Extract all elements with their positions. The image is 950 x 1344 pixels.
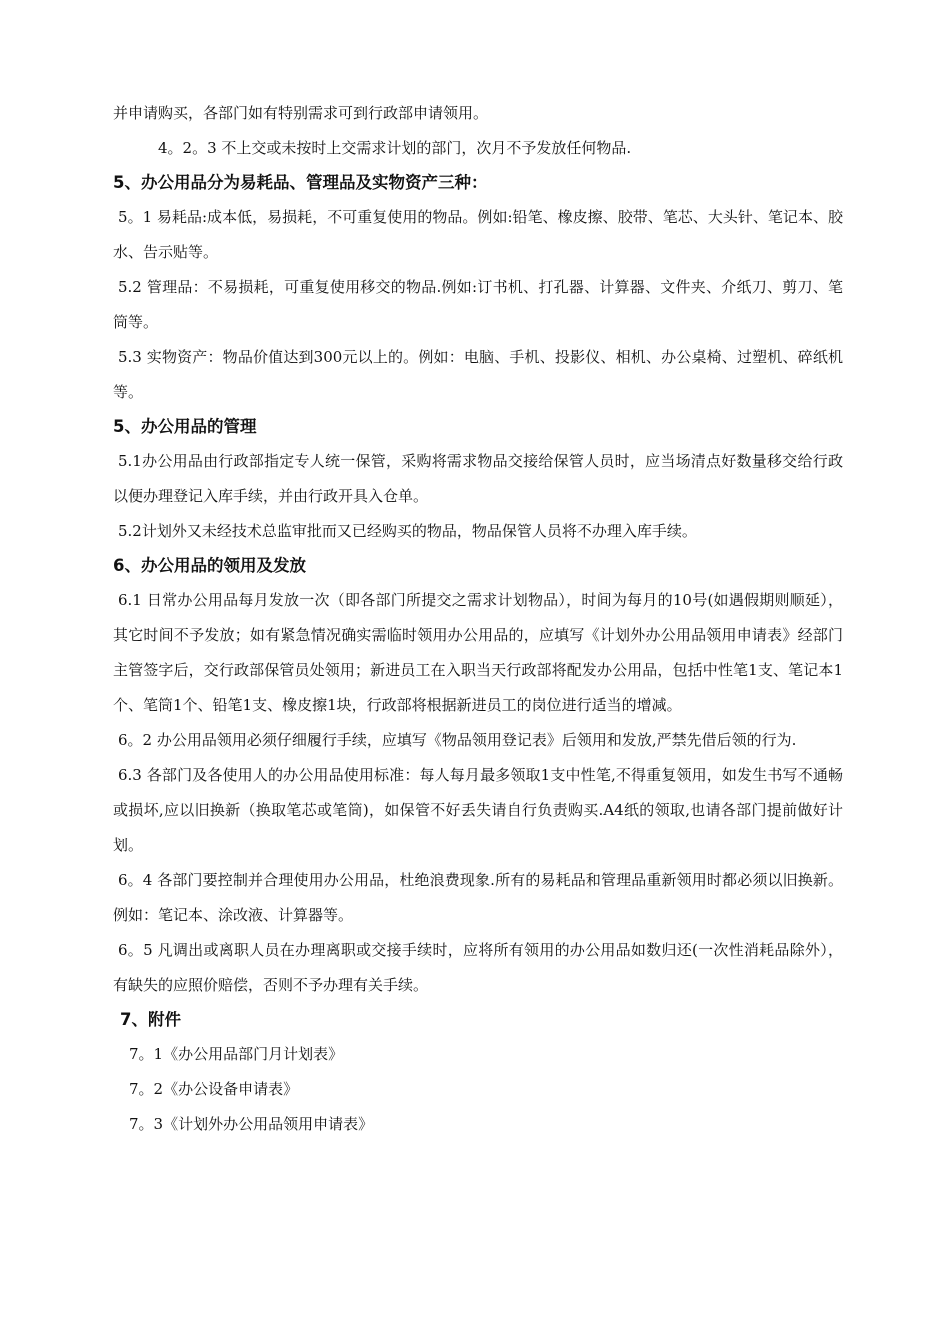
section-heading-7-attachments: 7、附件 bbox=[120, 1010, 181, 1029]
document-body bbox=[113, 96, 843, 1142]
paragraph-5-2-managed-items: 5.2 管理品：不易损耗，可重复使用移交的物品.例如:订书机、打孔器、计算器、文件夹、介纸刀、剪刀、笔筒等。 bbox=[113, 278, 843, 331]
section-heading-5-categories: 5、办公用品分为易耗品、管理品及实物资产三种： bbox=[113, 173, 488, 192]
paragraph-6-4-control: 6。4 各部门要控制并合理使用办公用品，杜绝浪费现象.所有的易耗品和管理品重新领用时都必须以旧换新。例如：笔记本、涂改液、计算器等。 bbox=[113, 871, 843, 924]
attachment-item-2: 7。2《办公设备申请表》 bbox=[129, 1080, 299, 1098]
attachment-item-1: 7。1《办公用品部门月计划表》 bbox=[129, 1045, 344, 1063]
paragraph-5-2-unplanned: 5.2计划外又未经技术总监审批而又已经购买的物品，物品保管人员将不办理入库手续。 bbox=[118, 522, 697, 540]
paragraph-5-1-custody: 5.1办公用品由行政部指定专人统一保管，采购将需求物品交接给保管人员时，应当场清点好数量移交给行政以便办理登记入库手续，并由行政开具入仓单。 bbox=[113, 452, 843, 505]
paragraph-6-5-return: 6。5 凡调出或离职人员在办理离职或交接手续时，应将所有领用的办公用品如数归还(一次性消耗品除外），有缺失的应照价赔偿，否则不予办理有关手续。 bbox=[113, 941, 843, 994]
paragraph-purchase-request: 并申请购买，各部门如有特别需求可到行政部申请领用。 bbox=[113, 104, 489, 122]
paragraph-6-3-usage-standard: 6.3 各部门及各使用人的办公用品使用标准：每人每月最多领取1支中性笔,不得重复领用，如发生书写不通畅或损坏,应以旧换新（换取笔芯或笔筒)，如保管不好丢失请自行负责购买.A4纸的领取,也请各部门提前做好计划。 bbox=[113, 766, 843, 854]
paragraph-6-1-monthly-distribution: 6.1 日常办公用品每月发放一次（即各部门所提交之需求计划物品），时间为每月的10号(如遇假期则顺延），其它时间不予发放；如有紧急情况确实需临时领用办公用品的，应填写《计划外办公用品领用申请表》经部门主管签字后，交行政部保管员处领用；新进员工在入职当天行政部将配发办公用品，包括中性笔1支、笔记本1个、笔筒1个、铅笔1支、橡皮擦1块，行政部将根据新进员工的岗位进行适当的增减。 bbox=[113, 591, 843, 714]
paragraph-5-3-physical-assets: 5.3 实物资产：物品价值达到300元以上的。例如：电脑、手机、投影仪、相机、办公桌椅、过塑机、碎纸机等。 bbox=[113, 348, 843, 401]
section-heading-6-distribution: 6、办公用品的领用及发放 bbox=[113, 556, 306, 575]
attachment-item-3: 7。3《计划外办公用品领用申请表》 bbox=[129, 1115, 374, 1133]
paragraph-4-2-3: 4。2。3 不上交或未按时上交需求计划的部门，次月不予发放任何物品. bbox=[158, 139, 632, 157]
section-heading-5-management: 5、办公用品的管理 bbox=[113, 417, 257, 436]
paragraph-6-2-procedure: 6。2 办公用品领用必须仔细履行手续，应填写《物品领用登记表》后领用和发放,严禁先借后领的行为. bbox=[118, 731, 797, 749]
paragraph-5-1-consumables: 5。1 易耗品:成本低，易损耗，不可重复使用的物品。例如:铅笔、橡皮擦、胶带、笔芯、大头针、笔记本、胶水、告示贴等。 bbox=[113, 208, 843, 261]
